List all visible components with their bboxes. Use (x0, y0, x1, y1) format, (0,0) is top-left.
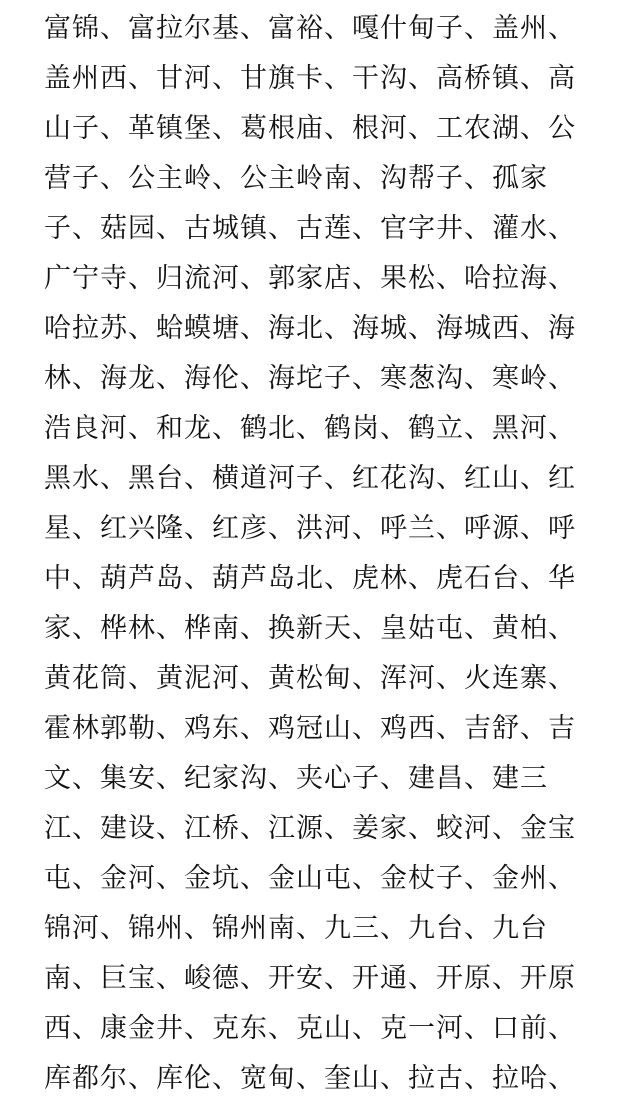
text-line: 锦河、锦州、锦州南、九三、九台、九台 (44, 913, 548, 944)
text-line: 盖州西、甘河、甘旗卡、干沟、高桥镇、高 (44, 63, 576, 94)
text-line: 山子、革镇堡、葛根庙、根河、工农湖、公 (44, 113, 576, 144)
text-line: 江、建设、江桥、江源、姜家、蛟河、金宝 (44, 813, 576, 844)
text-line: 文、集安、纪家沟、夹心子、建昌、建三 (44, 763, 548, 794)
text-line: 黑水、黑台、横道河子、红花沟、红山、红 (44, 463, 576, 494)
text-line: 营子、公主岭、公主岭南、沟帮子、孤家 (44, 163, 548, 194)
text-line: 黄花筒、黄泥河、黄松甸、浑河、火连寨、 (44, 663, 576, 694)
text-line: 哈拉苏、蛤蟆塘、海北、海城、海城西、海 (44, 313, 576, 344)
text-line: 星、红兴隆、红彦、洪河、呼兰、呼源、呼 (44, 513, 576, 544)
text-line: 南、巨宝、峻德、开安、开通、开原、开原 (44, 963, 576, 994)
text-line: 浩良河、和龙、鹤北、鹤岗、鹤立、黑河、 (44, 413, 576, 444)
text-line: 广宁寺、归流河、郭家店、果松、哈拉海、 (44, 263, 576, 294)
text-line: 林、海龙、海伦、海坨子、寒葱沟、寒岭、 (44, 363, 576, 394)
text-line: 家、桦林、桦南、换新天、皇姑屯、黄柏、 (44, 613, 576, 644)
text-line: 霍林郭勒、鸡东、鸡冠山、鸡西、吉舒、吉 (44, 713, 576, 744)
text-line: 屯、金河、金坑、金山屯、金杖子、金州、 (44, 863, 576, 894)
text-line: 库都尔、库伦、宽甸、奎山、拉古、拉哈、 (44, 1063, 576, 1094)
text-line: 子、菇园、古城镇、古莲、官字井、灌水、 (44, 213, 576, 244)
station-list-text (44, 4, 634, 1104)
text-line: 西、康金井、克东、克山、克一河、口前、 (44, 1013, 576, 1044)
text-line: 富锦、富拉尔基、富裕、嘎什甸子、盖州、 (44, 13, 576, 44)
text-line: 中、葫芦岛、葫芦岛北、虎林、虎石台、华 (44, 563, 576, 594)
